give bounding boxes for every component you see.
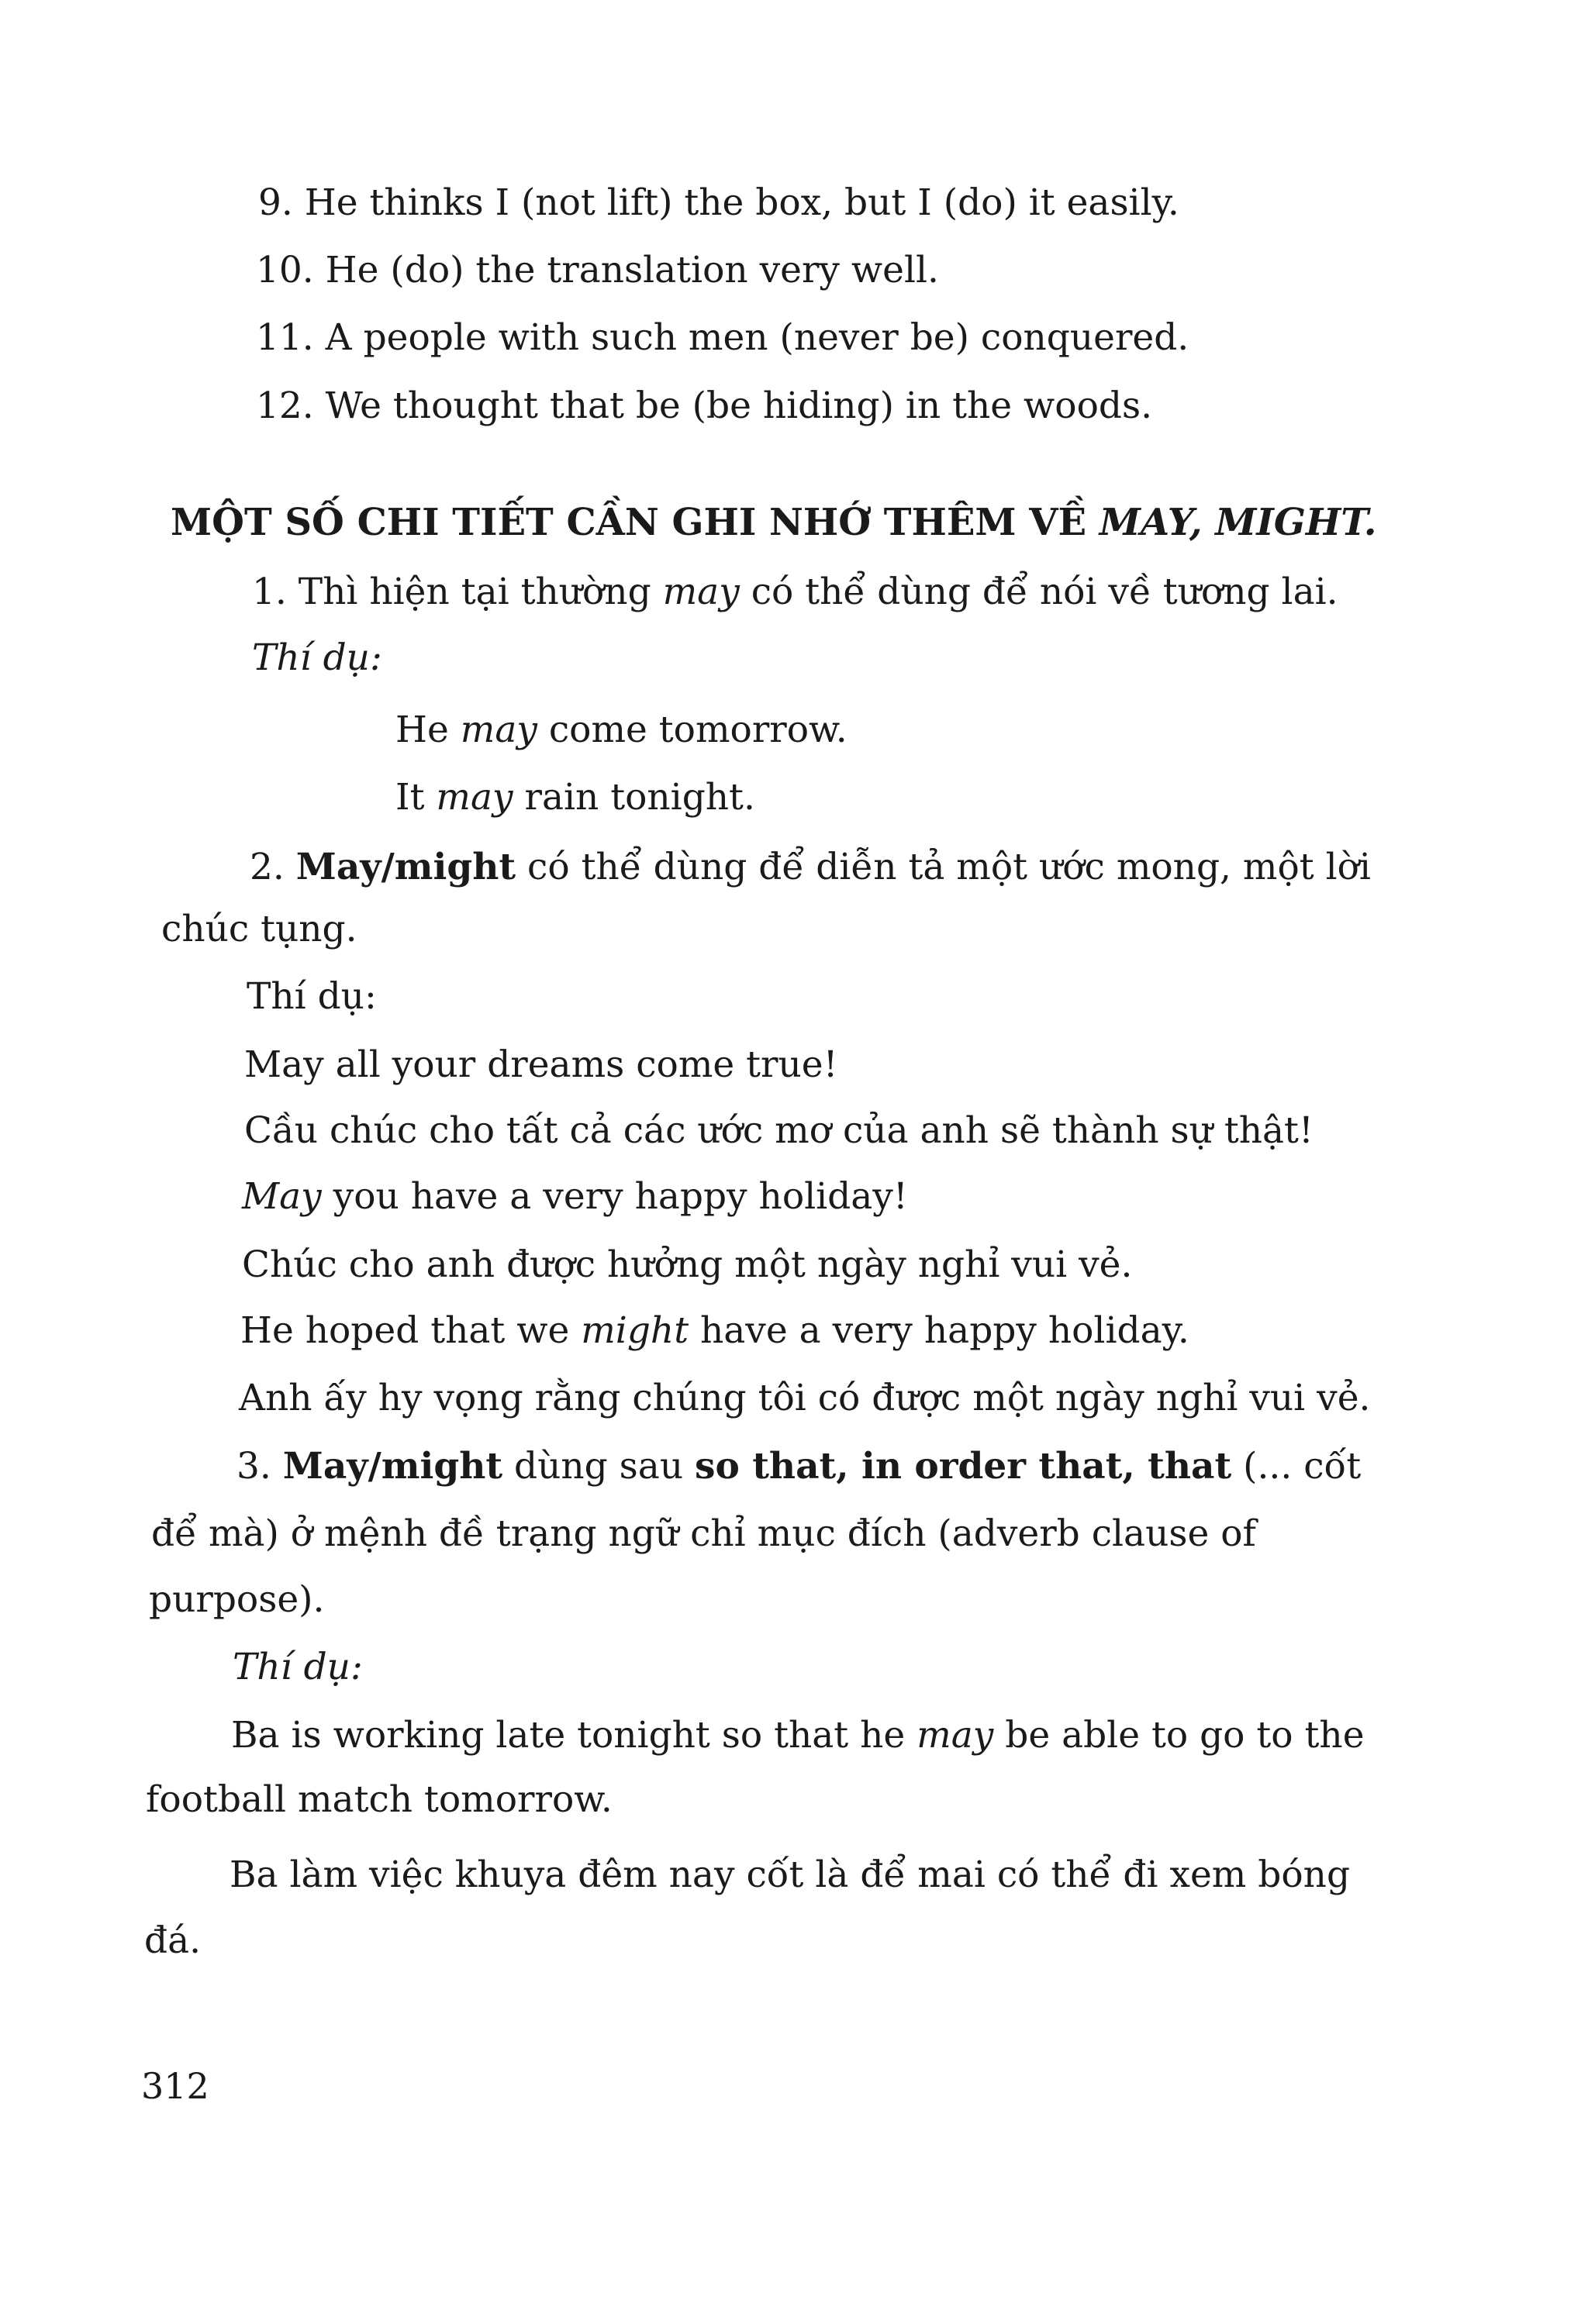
ex1-text: He	[395, 709, 461, 751]
section3-ex-may: may	[917, 1714, 994, 1757]
section3-bold-conjunctions: so that, in order that, that	[695, 1445, 1232, 1488]
exercise-12: 12. We thought that be (be hiding) in the woods.	[256, 384, 1153, 427]
section3-ex-text: Ba is working late tonight so that he	[231, 1714, 917, 1757]
section3-mid: dùng sau	[502, 1445, 696, 1488]
section2-number: 2.	[250, 846, 296, 888]
section3-bold-may-might: May/might	[282, 1445, 503, 1488]
section2-intro-rest: có thể dùng để diễn tả một ước mong, một lời	[516, 846, 1371, 888]
section3-ex-rest: be able to go to the	[993, 1714, 1365, 1757]
section1-example-2	[395, 776, 755, 819]
section2-example-1: May all your dreams come true!	[244, 1043, 838, 1086]
exercise-9: 9. He thinks I (not lift) the box, but I (do) it easily.	[258, 181, 1179, 224]
section2-ex3-might: might	[581, 1309, 689, 1352]
section2-ex3-text: He hoped that we	[240, 1309, 582, 1352]
ex1-rest: come tomorrow.	[537, 709, 848, 751]
section2-intro	[250, 846, 1371, 888]
section-heading	[171, 501, 1377, 544]
section2-example-3	[240, 1309, 1189, 1352]
section3-example-cont: football match tomorrow.	[146, 1778, 613, 1821]
section3-intro	[236, 1445, 1362, 1488]
section3-number: 3.	[236, 1445, 283, 1488]
section2-intro-cont: chúc tụng.	[161, 908, 357, 950]
section3-line-3: purpose).	[149, 1578, 325, 1621]
section1-example-label	[252, 636, 382, 679]
section2-example-1-vi: Cầu chúc cho tất cả các ước mơ của anh sẽ thành sự thật!	[244, 1109, 1314, 1152]
section3-example-label-text: Thí dụ:	[233, 1646, 363, 1688]
ex2-text: It	[395, 776, 437, 819]
section2-ex3-rest: have a very happy holiday.	[689, 1309, 1189, 1352]
section1-example-1	[395, 709, 848, 751]
section3-line-2: để mà) ở mệnh đề trạng ngữ chỉ mục đích (adverb clause of	[151, 1512, 1256, 1555]
section1-intro-rest: có thể dùng để nói về tương lai.	[739, 571, 1338, 613]
section1-intro	[252, 571, 1338, 613]
heading-italic: MAY, MIGHT.	[1099, 501, 1377, 544]
section3-example-label	[233, 1646, 363, 1688]
section3-example	[231, 1714, 1365, 1757]
exercise-11: 11. A people with such men (never be) conquered.	[256, 316, 1189, 359]
ex2-rest: rain tonight.	[513, 776, 755, 819]
section3-rest: (... cốt	[1231, 1445, 1362, 1488]
exercise-10: 10. He (do) the translation very well.	[256, 249, 939, 291]
section1-intro-text: 1. Thì hiện tại thường	[252, 571, 663, 613]
ex1-may: may	[460, 709, 537, 751]
section2-example-2	[242, 1175, 908, 1218]
section2-ex2-may: May	[242, 1175, 322, 1218]
page-number: 312	[141, 2065, 209, 2107]
heading-text: MỘT SỐ CHI TIẾT CẦN GHI NHỚ THÊM VỀ	[171, 501, 1100, 544]
example-label: Thí dụ:	[252, 636, 382, 679]
section2-example-3-vi: Anh ấy hy vọng rằng chúng tôi có được một ngày nghỉ vui vẻ.	[239, 1377, 1371, 1419]
section2-ex2-rest: you have a very happy holiday!	[321, 1175, 908, 1218]
section3-vi-line-1: Ba làm việc khuya đêm nay cốt là để mai có thể đi xem bóng	[230, 1853, 1351, 1896]
section2-example-2-vi: Chúc cho anh được hưởng một ngày nghỉ vui vẻ.	[242, 1243, 1133, 1286]
section3-vi-line-2: đá.	[144, 1919, 202, 1962]
section1-intro-may: may	[662, 571, 740, 613]
ex2-may: may	[436, 776, 513, 819]
section2-bold: May/might	[295, 846, 516, 888]
section2-example-label: Thí dụ:	[247, 975, 377, 1018]
